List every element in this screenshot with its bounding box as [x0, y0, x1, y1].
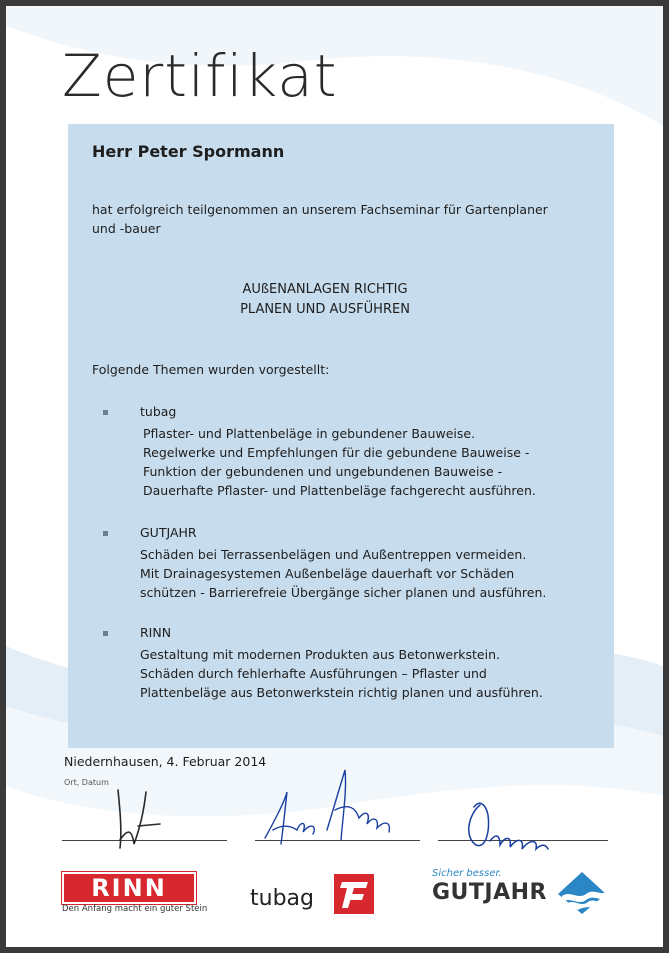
- place-date-label: Ort, Datum: [64, 778, 109, 787]
- recipient-name: Herr Peter Spormann: [92, 142, 285, 161]
- certificate-title: Zertifikat: [62, 42, 338, 110]
- rinn-tagline: Den Anfang macht ein guter Stein: [62, 904, 208, 914]
- topic-line: Funktion der gebundenen und ungebundenen Bauweise -: [143, 464, 503, 479]
- bullet-icon: [103, 410, 108, 415]
- topic-line: Schäden bei Terrassenbelägen und Außentreppen vermeiden.: [140, 547, 527, 562]
- course-title: [160, 280, 490, 320]
- topic-title-gutjahr: GUTJAHR: [140, 525, 197, 540]
- topic-title-rinn: RINN: [140, 625, 172, 640]
- participation-statement: [92, 200, 592, 238]
- topic-line: Gestaltung mit modernen Produkten aus Betonwerkstein.: [140, 647, 500, 662]
- signature-3: [450, 775, 560, 865]
- topic-line: Regelwerke und Empfehlungen für die gebundene Bauweise -: [143, 445, 530, 460]
- course-line-2: PLANEN UND AUSFÜHREN: [240, 302, 410, 317]
- gutjahr-logo-text: GUTJAHR: [432, 880, 547, 905]
- topic-desc-tubag: [143, 424, 563, 500]
- themes-intro: Folgende Themen wurden vorgestellt:: [92, 362, 330, 377]
- topic-line: Dauerhafte Pflaster- und Plattenbeläge fachgerecht ausführen.: [143, 483, 536, 498]
- topic-line: schützen - Barrierefreie Übergänge sicher planen und ausführen.: [140, 585, 547, 600]
- tubag-logo-text: tubag: [250, 886, 314, 911]
- intro-line-1: hat erfolgreich teilgenommen an unserem Fachseminar für Gartenplaner: [92, 202, 548, 217]
- topic-line: Mit Drainagesystemen Außenbeläge dauerhaft vor Schäden: [140, 566, 515, 581]
- topic-line: Plattenbeläge aus Betonwerkstein richtig planen und ausführen.: [140, 685, 543, 700]
- tubag-logo-icon: [334, 874, 374, 914]
- signature-2: [255, 760, 405, 860]
- topic-desc-rinn: [140, 645, 560, 702]
- signature-1: [100, 770, 170, 860]
- rinn-logo: RINN: [62, 872, 196, 904]
- topic-line: Schäden durch fehlerhafte Ausführungen – Pflaster und: [140, 666, 487, 681]
- gutjahr-slogan: Sicher besser.: [432, 868, 502, 879]
- topic-title-tubag: tubag: [140, 404, 177, 419]
- topic-desc-gutjahr: [140, 545, 560, 602]
- bullet-icon: [103, 531, 108, 536]
- topic-line: Pflaster- und Plattenbeläge in gebundener Bauweise.: [143, 426, 476, 441]
- gutjahr-logo-icon: [556, 870, 608, 916]
- bullet-icon: [103, 631, 108, 636]
- intro-line-2: und -bauer: [92, 221, 161, 236]
- place-date: Niedernhausen, 4. Februar 2014: [64, 754, 267, 769]
- course-line-1: AUßENANLAGEN RICHTIG: [242, 282, 408, 297]
